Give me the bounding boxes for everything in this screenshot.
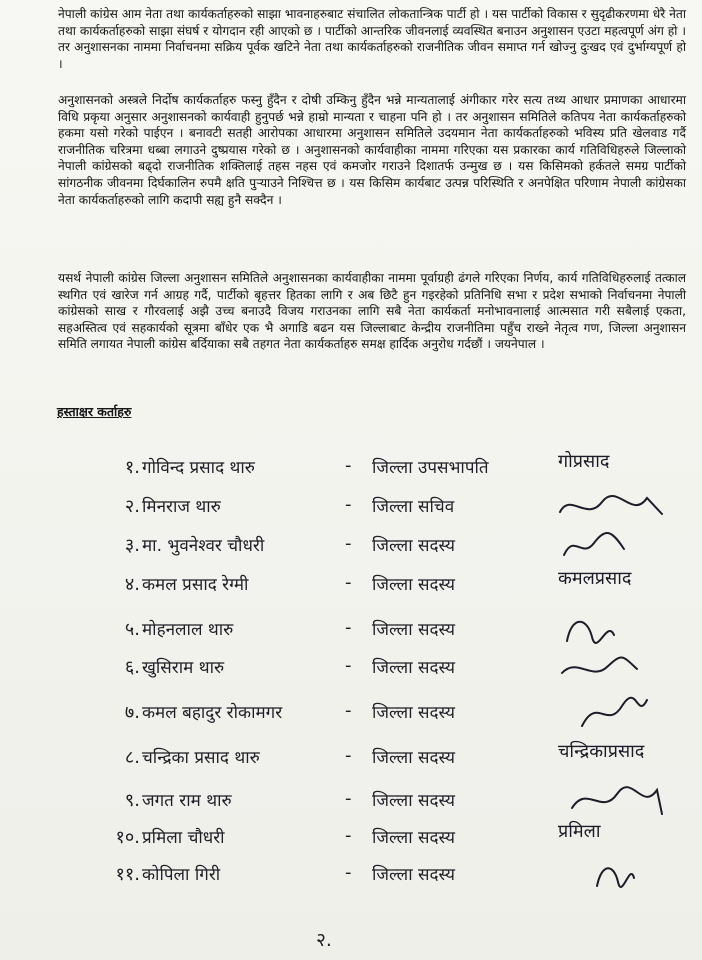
signatory-number: ६. — [124, 657, 140, 678]
signature-text: प्रमिला — [558, 821, 601, 842]
signatory-number: १०. — [115, 827, 140, 848]
signatory-number: १. — [124, 457, 140, 478]
signatory-position: जिल्ला सदस्य — [372, 536, 456, 556]
signatory-name: कमल प्रसाद रेग्मी — [142, 575, 249, 595]
signatory-name: जगत राम थारु — [142, 791, 232, 811]
separator-dash: - — [345, 700, 352, 721]
paragraph-3: यसर्थ नेपाली कांग्रेस जिल्ला अनुशासन समितिले अनुशासनका कार्यवाहीका नाममा पूर्वाग्रही ढंगले गरिएका निर्णय, कार्य गतिविधिहरुलाई तत्काल स्थगित एवं खारेज गर्न आग्रह गर्दै, पार्टीको बृहत्तर हितका लागि र अब छिटै हुन गइरहेको प्रतिनिधि सभा र प्रदेश सभाको निर्वाचनमा नेपाली कांग्रेसको साख र गौरवलाई अझै उच्च बनाउदै विजय गराउनका लागि सबै नेता कार्यकर्ता मनोभावनालाई आत्मसात गरी सबैलाई एकता, सहअस्तित्व एवं सहकार्यको सूत्रमा बाँधेर एक भै अगाडि बढन यस जिल्लाबाट केन्द्रीय राजनीतिमा पहुँच राख्ने नेतृत्व गण, जिल्ला अनुशासन समिति लगायत नेपाली कांग्रेस बर्दियाका सबै तहगत नेता कार्यकर्ताहरु समक्ष हार्दिक अनुरोध गर्दछौं । जयनेपाल । — [58, 271, 686, 352]
signature-text: गोप्रसाद — [558, 451, 610, 472]
signatory-name: खुसिराम थारु — [142, 658, 225, 678]
signatories-heading: हस्ताक्षर कर्ताहरु — [57, 404, 132, 419]
paragraph-2: अनुशासनको अस्त्रले निर्दोष कार्यकर्ताहरु फस्नु हुँदैन र दोषी उम्किनु हुँदैन भन्ने मान्यतालाई अंगीकार गरेर सत्य तथ्य आधार प्रमाणका आधारमा विधि प्रकृया अनुसार अनुशासनको कार्यवाही हुनुपर्छ भन्ने हाम्रो मान्यता र चाहना पनि हो । तर अनुशासन समितिले कतिपय नेता कार्यकर्ताहरुको हकमा यसो गरेको पाईएन । बनावटी सतही आरोपका आधारमा अनुशासन समितिले उदयमान नेता कार्यकर्ताहरुको भविस्य प्रति खेलवाड गर्दै राजनीतिक चरित्रमा धब्बा लगाउने दुष्प्रयास गरेको छ । अनुशासनको कार्यवाहीका नाममा गरिएका यस प्रकारका कार्य गतिविधिहरुले जिल्लाको नेपाली कांग्रेसको बढ्दो राजनीतिक शक्तिलाई तहस नहस एवं कमजोर गराउने दिशातर्फ उन्मुख छ । यस किसिमको हर्कतले समग्र पार्टीको सांगठनीक जीवनमा दिर्घकालिन रुपमै क्षति पुऱ्याउने निश्चित्त छ । यस किसिम कार्यबाट उत्पन्न परिस्थिति र अनपेक्षित परिणाम नेपाली कांग्रेसका नेता कार्यकर्ताहरुको लागि कदापी सह्य हुनै सक्दैन । — [58, 93, 686, 207]
paragraph-1: नेपाली कांग्रेस आम नेता तथा कार्यकर्ताहरुको साझा भावनाहरुबाट संचालित लोकतान्त्रिक पार्टी हो । यस पार्टीको विकास र सुदृढीकरणमा धेरै नेता तथा कार्यकर्ताहरुको साझा संघर्ष र योगदान रही आएको छ । पार्टीको आन्तरिक जीवनलाई व्यवस्थित बनाउन अनुशासन एउटा महत्वपूर्ण अंग हो । तर अनुशासनका नाममा निर्वाचनमा सक्रिय पूर्वक खटिने नेता तथा कार्यकर्ताहरुको राजनीतिक जीवन समाप्त गर्न खोज्नु दुःखद एवं दुर्भाग्यपूर्ण हो । — [58, 7, 686, 71]
separator-dash: - — [345, 533, 352, 554]
signature-text: चन्द्रिकाप्रसाद — [558, 741, 645, 762]
separator-dash: - — [345, 825, 352, 846]
signatory-name: कमल बहादुर रोकामगर — [142, 703, 283, 723]
signatory-row — [0, 862, 702, 902]
separator-dash: - — [345, 745, 352, 766]
separator-dash: - — [345, 494, 352, 515]
signatory-name: गोविन्द प्रसाद थारु — [142, 458, 255, 478]
separator-dash: - — [345, 788, 352, 809]
signatory-number: ५. — [124, 619, 140, 640]
signatory-name: प्रमिला चौधरी — [142, 828, 225, 848]
handwritten-signature — [552, 735, 692, 781]
separator-dash: - — [345, 572, 352, 593]
signatory-name: मोहनलाल थारु — [142, 620, 234, 640]
signatory-number: ९. — [124, 790, 140, 811]
signatory-number: २. — [124, 496, 140, 517]
signatory-position: जिल्ला सदस्य — [372, 620, 456, 640]
signatory-position: जिल्ला सचिव — [372, 497, 455, 517]
separator-dash: - — [345, 617, 352, 638]
signatory-position: जिल्ला सदस्य — [372, 828, 456, 848]
signatory-position: जिल्ला सदस्य — [372, 575, 456, 595]
signatory-number: ८. — [124, 747, 140, 768]
signatory-position: जिल्ला सदस्य — [372, 748, 456, 768]
signatory-number: ४. — [124, 574, 140, 595]
handwritten-signature — [552, 852, 692, 898]
signatory-position: जिल्ला सदस्य — [372, 865, 456, 885]
signatory-name: मा. भुवनेश्वर चौधरी — [142, 536, 265, 556]
handwritten-signature — [552, 690, 692, 736]
separator-dash: - — [345, 862, 352, 883]
signatory-position: जिल्ला उपसभापति — [372, 458, 489, 478]
signatory-position: जिल्ला सदस्य — [372, 703, 456, 723]
signatory-position: जिल्ला सदस्य — [372, 658, 456, 678]
signatory-row — [0, 655, 702, 695]
handwritten-signature — [552, 562, 692, 608]
signature-text: कमलप्रसाद — [558, 568, 632, 589]
separator-dash: - — [345, 655, 352, 676]
page-number: २. — [316, 929, 332, 951]
signatory-name: मिनराज थारु — [142, 497, 221, 517]
handwritten-signature — [552, 645, 692, 691]
signatory-position: जिल्ला सदस्य — [372, 791, 456, 811]
signatory-number: ३. — [124, 535, 140, 556]
signatory-row — [0, 568, 702, 612]
signatory-name: कोपिला गिरी — [142, 865, 221, 885]
signatory-number: ७. — [124, 702, 140, 723]
signatory-row — [0, 700, 702, 740]
separator-dash: - — [345, 455, 352, 476]
signatory-name: चन्द्रिका प्रसाद थारु — [142, 748, 260, 768]
signatory-number: ११. — [115, 864, 140, 885]
